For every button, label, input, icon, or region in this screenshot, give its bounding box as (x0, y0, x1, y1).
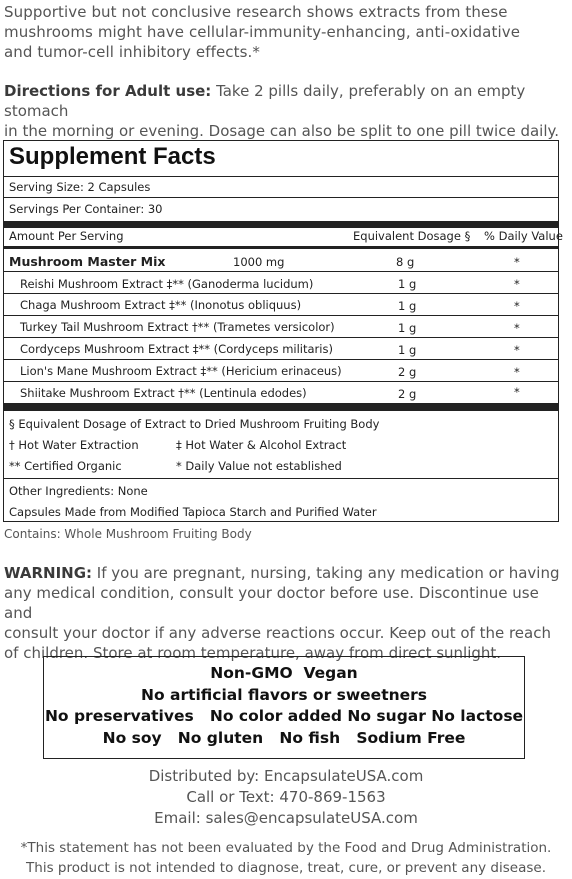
warning-label: WARNING: (4, 564, 93, 582)
divider (4, 176, 558, 177)
ingredient-daily-value: * (514, 299, 520, 313)
fda-disclaimer (0, 838, 572, 878)
mix-name: Mushroom Master Mix (9, 254, 166, 269)
capsule-material: Capsules Made from Modified Tapioca Starch and Purified Water (9, 505, 377, 519)
footnote-hot-water-alcohol: ‡ Hot Water & Alcohol Extract (176, 438, 347, 452)
intro-paragraph (4, 2, 570, 62)
claims-line: No preservatives No color added No sugar No lactose (44, 707, 524, 725)
mix-daily-value: * (514, 255, 520, 269)
claims-line: Non-GMO Vegan (210, 664, 358, 682)
ingredient-name: Chaga Mushroom Extract ‡** (Inonotus obliquus) (20, 298, 302, 312)
ingredient-daily-value: * (514, 365, 520, 379)
ingredient-name: Turkey Tail Mushroom Extract †** (Trametes versicolor) (20, 320, 335, 334)
mix-equivalent: 8 g (396, 255, 415, 269)
header-daily-value: % Daily Value (484, 229, 563, 243)
disclaimer-line: This product is not intended to diagnose, treat, cure, or prevent any disease. (26, 860, 546, 876)
ingredient-equivalent: 1 g (398, 343, 417, 357)
warning-text: If you are pregnant, nursing, taking any medication or having (92, 564, 560, 582)
divider (4, 197, 558, 198)
directions-label: Directions for Adult use: (4, 82, 212, 100)
ingredient-name: Cordyceps Mushroom Extract ‡** (Cordyceps militaris) (20, 342, 333, 356)
ingredient-equivalent: 2 g (398, 387, 417, 401)
footnote-daily-value: * Daily Value not established (176, 459, 342, 473)
claims-line: No soy No gluten No fish Sodium Free (102, 728, 466, 747)
other-ingredients: Other Ingredients: None (9, 484, 148, 498)
divider (4, 337, 558, 338)
intro-line: mushrooms might have cellular-immunity-enhancing, anti-oxidative (4, 23, 521, 41)
serving-size: Serving Size: 2 Capsules (9, 180, 151, 194)
claims-box (43, 656, 525, 759)
servings-per-container: Servings Per Container: 30 (9, 202, 163, 216)
mix-amount: 1000 mg (233, 255, 285, 269)
divider (4, 381, 558, 382)
contains-note: Contains: Whole Mushroom Fruiting Body (4, 527, 252, 541)
directions-line (4, 81, 570, 121)
ingredient-daily-value: * (514, 321, 520, 335)
ingredient-equivalent: 1 g (398, 321, 417, 335)
claims-line: No artificial flavors or sweetners (140, 685, 428, 704)
ingredient-daily-value: * (514, 385, 520, 399)
ingredient-daily-value: * (514, 277, 520, 291)
header-amount: Amount Per Serving (9, 229, 124, 243)
disclaimer-line: *This statement has not been evaluated by the Food and Drug Administration. (20, 840, 552, 856)
ingredient-equivalent: 2 g (398, 365, 417, 379)
ingredient-equivalent: 1 g (398, 299, 417, 313)
supplement-facts-panel (3, 140, 563, 522)
footnote-organic: ** Certified Organic (9, 459, 122, 473)
warning-paragraph (4, 563, 570, 663)
warning-line: consult your doctor if any adverse reactions occur. Keep out of the reach (4, 624, 551, 642)
footnote-hot-water: † Hot Water Extraction (9, 438, 139, 452)
distributor-line: Distributed by: EncapsulateUSA.com (148, 767, 424, 785)
divider (4, 293, 558, 294)
header-equivalent: Equivalent Dosage § (353, 229, 471, 243)
footnote-equivalent: § Equivalent Dosage of Extract to Dried Mushroom Fruiting Body (9, 417, 380, 431)
directions-text: Take 2 pills daily, preferably on an empty stomach (4, 82, 526, 120)
divider (4, 271, 558, 272)
divider (4, 478, 558, 479)
ingredient-name: Lion's Mane Mushroom Extract ‡** (Hericium erinaceus) (20, 364, 342, 378)
divider (4, 246, 558, 249)
divider (4, 315, 558, 316)
intro-line: and tumor-cell inhibitory effects.* (4, 43, 261, 61)
ingredient-daily-value: * (514, 343, 520, 357)
divider (4, 359, 558, 360)
ingredient-name: Reishi Mushroom Extract ‡** (Ganoderma lucidum) (20, 277, 314, 291)
warning-line: of children. Store at room temperature, away from direct sunlight. (4, 644, 502, 662)
thick-divider (4, 221, 558, 228)
thick-divider (4, 403, 558, 411)
email-line: Email: sales@encapsulateUSA.com (154, 809, 418, 827)
directions-line: in the morning or evening. Dosage can also be split to one pill twice daily. (4, 122, 560, 140)
ingredient-name: Shiitake Mushroom Extract †** (Lentinula edodes) (20, 386, 307, 400)
warning-line (4, 563, 570, 583)
supplement-facts-title: Supplement Facts (9, 143, 216, 170)
directions-paragraph (4, 81, 570, 141)
ingredient-equivalent: 1 g (398, 277, 417, 291)
phone-line: Call or Text: 470-869-1563 (186, 788, 386, 806)
intro-line: Supportive but not conclusive research shows extracts from these (4, 3, 508, 21)
warning-line: any medical condition, consult your doctor before use. Discontinue use and (4, 584, 539, 622)
